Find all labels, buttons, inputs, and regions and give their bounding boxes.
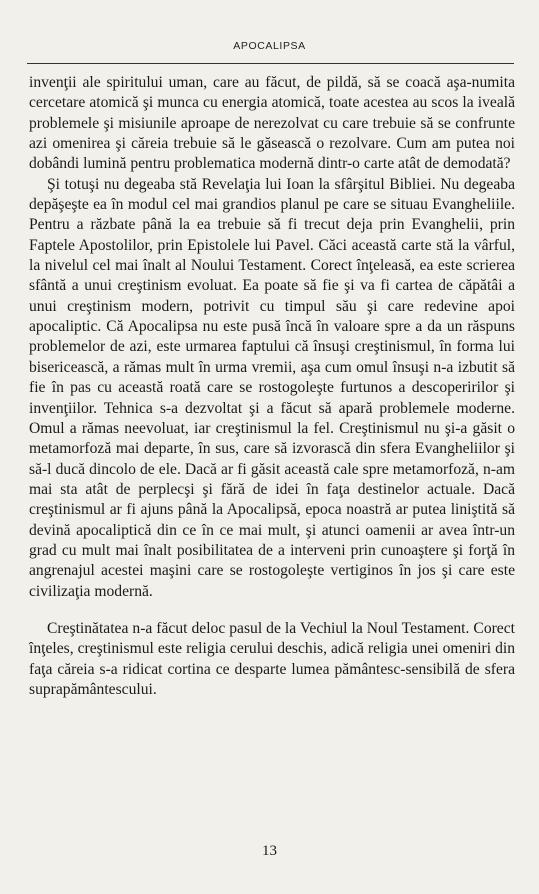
body-text bbox=[29, 73, 515, 700]
paragraph: Creştinătatea n-a făcut deloc pasul de la Vechiul la Noul Testament. Corect înţeles, creştinismul este religia cerului deschis, adică religia unei omeniri din faţa căreia s-a ridicat cortina ce desparte lumea pământesc-sensibilă de sfera suprapământescului. bbox=[29, 619, 515, 698]
header-rule bbox=[27, 63, 514, 64]
paragraph: Şi totuşi nu degeaba stă Revelaţia lui Ioan la sfârşitul Bibliei. Nu degeaba depăşeşte ea în modul cel mai grandios planul pe care se situau Evangheliile. Pentru a răzbate până la ea trebuie să fi trecut deja prin Evanghelii, prin Faptele Apostolilor, prin Epistolele lui Pavel. Căci această carte stă la vârful, la nivelul cel mai înalt al Noului Testament. Corect înţeleasă, ea este scrierea sfântă a unui creştinism evoluat. Ea poate să fie şi va fi cartea de căpătâi a unui creştinism modern, potrivit cu timpul său şi care redevine apoi apocaliptic. Că Apocalipsa nu este pusă încă în valoare spre a da un răspuns problemelor de azi, este urmarea faptului că însuşi creştinismul, în forma lui bisericească, a rămas mult în urma vremii, aşa cum omul însuşi n-a izbutit să fie în pas cu această roată care se rostogoleşte furtunos a descoperirilor şi invenţiilor. Tehnica s-a dezvoltat şi a făcut să apară problemele moderne. Omul a rămas neevoluat, iar creştinismul la fel. Creştinismul nu şi-a găsit o metamorfoză mai departe, în sus, care să izvorască din sfera Evangheliilor şi să-l ducă dincolo de ele. Dacă ar fi găsit această cale spre metamorfoză, n-am mai sta atât de perplecşi şi fără de idei în faţa destinelor actuale. Dacă creştinismul ar fi ajuns până la Apocalipsă, epoca noastră ar putea liniştită să devină apocaliptică din ce în ce mai mult, şi atunci oamenii ar avea într-un grad cu mult mai înalt posibilitatea de a interveni prin cunoaştere şi forţă în angrenajul acestei maşini care se rostogoleşte vertiginos în jos şi care este civilizaţia modernă. bbox=[29, 175, 515, 600]
page-number: 13 bbox=[262, 843, 277, 859]
running-title: APOCALIPSA bbox=[233, 40, 306, 52]
paragraph-continued: invenţii ale spiritului uman, care au făcut, de pildă, să se coacă aşa-numita cercetare atomică şi munca cu energia atomică, toate acestea au scos la iveală problemele şi misiunile aproape de nerezolvat cu care trebuie să se confrunte azi omenirea şi căreia trebuie să le găsească o rezolvare. Cum am putea noi dobândi lumină pentru problematica modernă dintr-o carte atât de demodată? bbox=[29, 74, 515, 173]
